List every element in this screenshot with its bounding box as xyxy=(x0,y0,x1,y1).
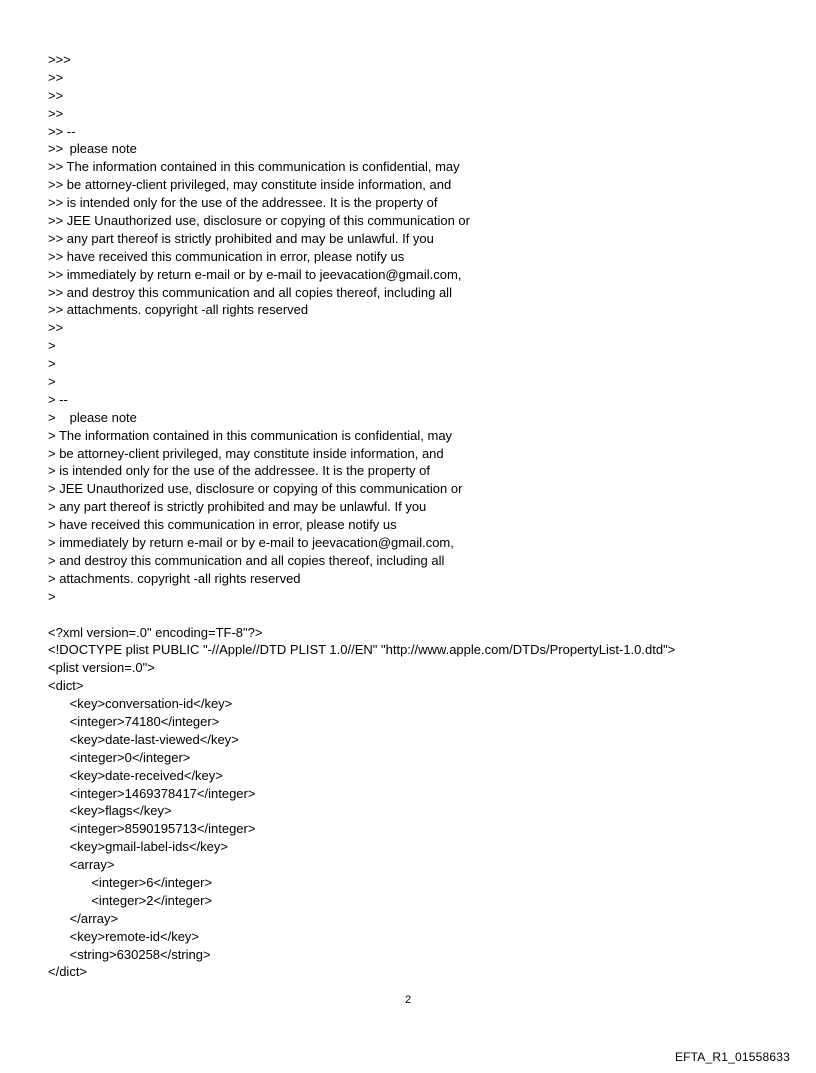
text-line: <integer>1469378417</integer> xyxy=(48,785,256,801)
text-line: > have received this communication in error, please notify us xyxy=(48,517,397,533)
text-line: > xyxy=(48,374,56,390)
text-line: <key>gmail-label-ids</key> xyxy=(48,839,228,855)
text-line: >> xyxy=(48,320,64,336)
email-body xyxy=(48,51,808,981)
text-line: > xyxy=(48,588,56,604)
text-line: <integer>74180</integer> xyxy=(48,713,220,729)
text-line: >> JEE Unauthorized use, disclosure or copying of this communication or xyxy=(48,213,470,229)
text-line: <?xml version=.0" encoding=TF-8"?> xyxy=(48,624,263,640)
text-line: >> please note xyxy=(48,141,137,157)
text-line: > is intended only for the use of the addressee. It is the property of xyxy=(48,463,430,479)
text-line: >> attachments. copyright -all rights reserved xyxy=(48,302,309,318)
text-line: > The information contained in this communication is confidential, may xyxy=(48,427,453,443)
text-line: <key>conversation-id</key> xyxy=(48,696,233,712)
text-line: <string>630258</string> xyxy=(48,946,211,962)
text-line: </dict> xyxy=(48,964,88,980)
text-line: >> xyxy=(48,105,64,121)
text-line: > be attorney-client privileged, may constitute inside information, and xyxy=(48,445,444,461)
text-line: > please note xyxy=(48,409,137,425)
page-number: 2 xyxy=(404,994,412,1006)
text-line: > JEE Unauthorized use, disclosure or copying of this communication or xyxy=(48,481,463,497)
text-line: <key>date-received</key> xyxy=(48,767,223,783)
text-line: <integer>0</integer> xyxy=(48,749,191,765)
text-line: <dict> xyxy=(48,678,84,694)
text-line: >>> xyxy=(48,52,71,67)
text-line: <key>date-last-viewed</key> xyxy=(48,731,239,747)
text-line: <array> xyxy=(48,857,115,873)
text-line: > any part thereof is strictly prohibited and may be unlawful. If you xyxy=(48,499,427,515)
text-line: > xyxy=(48,338,56,354)
text-line: >> -- xyxy=(48,123,76,139)
text-line: > -- xyxy=(48,391,68,407)
bates-number: EFTA_R1_01558633 xyxy=(674,1050,790,1064)
text-line: >> and destroy this communication and all copies thereof, including all xyxy=(48,284,452,300)
text-line: >> xyxy=(48,87,64,103)
text-line: >> is intended only for the use of the addressee. It is the property of xyxy=(48,195,438,211)
text-line: >> any part thereof is strictly prohibited and may be unlawful. If you xyxy=(48,230,434,246)
text-line xyxy=(48,606,808,624)
text-line: >> xyxy=(48,69,64,85)
text-line: > immediately by return e-mail or by e-mail to jeevacation@gmail.com, xyxy=(48,535,454,551)
text-line: <key>flags</key> xyxy=(48,803,172,819)
text-line: > xyxy=(48,356,56,372)
text-line: > attachments. copyright -all rights reserved xyxy=(48,570,301,586)
text-line: >> have received this communication in error, please notify us xyxy=(48,248,405,264)
text-line: > and destroy this communication and all copies thereof, including all xyxy=(48,552,445,568)
text-line: <integer>8590195713</integer> xyxy=(48,821,256,837)
text-line: <!DOCTYPE plist PUBLIC "-//Apple//DTD PLIST 1.0//EN" "http://www.apple.com/DTDs/PropertyList-1.0.dtd"> xyxy=(48,642,676,658)
text-line: >> immediately by return e-mail or by e-mail to jeevacation@gmail.com, xyxy=(48,266,462,282)
text-line: </array> xyxy=(48,910,119,926)
text-line: >> The information contained in this communication is confidential, may xyxy=(48,159,460,175)
text-line: <plist version=.0"> xyxy=(48,660,155,676)
text-line: >> be attorney-client privileged, may constitute inside information, and xyxy=(48,177,452,193)
text-line: <integer>6</integer> xyxy=(48,874,213,890)
text-line: <integer>2</integer> xyxy=(48,892,213,908)
text-line: <key>remote-id</key> xyxy=(48,928,200,944)
